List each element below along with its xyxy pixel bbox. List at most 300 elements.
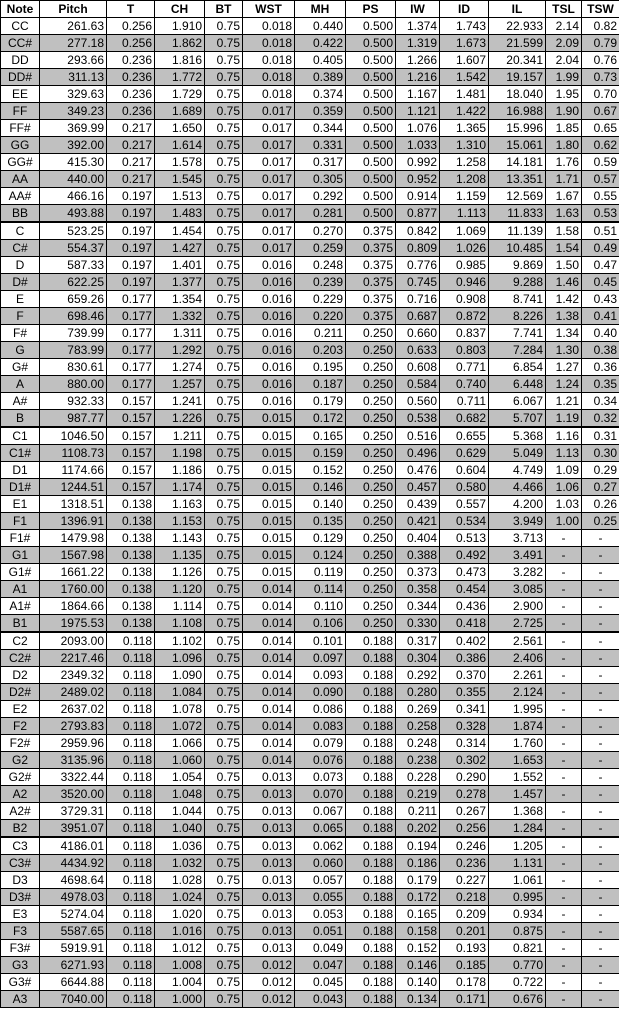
cell-t: 0.157 xyxy=(107,462,155,479)
cell-id: 0.740 xyxy=(440,376,489,393)
cell-tsw: 0.79 xyxy=(582,35,619,52)
cell-pitch: 3135.96 xyxy=(40,752,107,769)
cell-t: 0.118 xyxy=(107,752,155,769)
cell-tsw: - xyxy=(582,957,619,974)
cell-ch: 1.614 xyxy=(155,137,205,154)
cell-il: 2.725 xyxy=(489,615,546,633)
cell-mh: 0.405 xyxy=(295,52,346,69)
cell-tsw: 0.57 xyxy=(582,171,619,188)
cell-note: G2 xyxy=(1,752,40,769)
cell-wst: 0.014 xyxy=(243,615,295,633)
cell-mh: 0.079 xyxy=(295,735,346,752)
cell-iw: 0.211 xyxy=(396,803,440,820)
cell-tsl: - xyxy=(546,547,582,564)
cell-ps: 0.188 xyxy=(346,957,396,974)
cell-bt: 0.75 xyxy=(205,393,243,410)
cell-pitch: 3951.07 xyxy=(40,820,107,838)
cell-note: D1# xyxy=(1,479,40,496)
cell-mh: 0.152 xyxy=(295,462,346,479)
cell-pitch: 739.99 xyxy=(40,325,107,342)
cell-tsl: 1.06 xyxy=(546,479,582,496)
cell-pitch: 1760.00 xyxy=(40,581,107,598)
cell-id: 1.026 xyxy=(440,240,489,257)
cell-iw: 0.172 xyxy=(396,889,440,906)
header-row xyxy=(1,1,619,18)
cell-tsl: 1.27 xyxy=(546,359,582,376)
cell-tsw: 0.65 xyxy=(582,120,619,137)
cell-pitch: 2217.46 xyxy=(40,650,107,667)
cell-note: C3 xyxy=(1,837,40,855)
cell-wst: 0.016 xyxy=(243,274,295,291)
cell-note: CC xyxy=(1,18,40,35)
cell-tsw: 0.36 xyxy=(582,359,619,376)
cell-iw: 0.258 xyxy=(396,718,440,735)
cell-ps: 0.188 xyxy=(346,923,396,940)
cell-tsl: - xyxy=(546,820,582,838)
cell-t: 0.217 xyxy=(107,154,155,171)
cell-t: 0.157 xyxy=(107,445,155,462)
cell-note: A# xyxy=(1,393,40,410)
table-row xyxy=(1,18,619,35)
cell-wst: 0.016 xyxy=(243,291,295,308)
cell-mh: 0.053 xyxy=(295,906,346,923)
cell-mh: 0.359 xyxy=(295,103,346,120)
cell-wst: 0.013 xyxy=(243,923,295,940)
cell-id: 1.481 xyxy=(440,86,489,103)
cell-il: 1.995 xyxy=(489,701,546,718)
cell-mh: 0.049 xyxy=(295,940,346,957)
table-row xyxy=(1,837,619,855)
cell-il: 3.491 xyxy=(489,547,546,564)
cell-ps: 0.375 xyxy=(346,240,396,257)
cell-ch: 1.274 xyxy=(155,359,205,376)
cell-note: G# xyxy=(1,359,40,376)
cell-il: 3.282 xyxy=(489,564,546,581)
cell-ps: 0.188 xyxy=(346,803,396,820)
cell-ch: 1.174 xyxy=(155,479,205,496)
cell-ch: 1.066 xyxy=(155,735,205,752)
cell-tsw: - xyxy=(582,889,619,906)
cell-id: 1.422 xyxy=(440,103,489,120)
cell-wst: 0.013 xyxy=(243,769,295,786)
cell-pitch: 293.66 xyxy=(40,52,107,69)
cell-ch: 1.072 xyxy=(155,718,205,735)
cell-tsl: 1.76 xyxy=(546,154,582,171)
cell-pitch: 2959.96 xyxy=(40,735,107,752)
cell-note: E2 xyxy=(1,701,40,718)
cell-iw: 0.457 xyxy=(396,479,440,496)
cell-ps: 0.188 xyxy=(346,701,396,718)
cell-id: 0.534 xyxy=(440,513,489,530)
column-header-iw: IW xyxy=(396,1,440,18)
cell-ps: 0.500 xyxy=(346,103,396,120)
cell-il: 12.569 xyxy=(489,188,546,205)
cell-tsw: - xyxy=(582,650,619,667)
cell-iw: 0.158 xyxy=(396,923,440,940)
cell-ps: 0.500 xyxy=(346,69,396,86)
cell-ps: 0.250 xyxy=(346,359,396,376)
cell-mh: 0.057 xyxy=(295,872,346,889)
cell-ch: 1.153 xyxy=(155,513,205,530)
cell-ps: 0.500 xyxy=(346,18,396,35)
cell-bt: 0.75 xyxy=(205,137,243,154)
cell-bt: 0.75 xyxy=(205,786,243,803)
column-header-pitch: Pitch xyxy=(40,1,107,18)
table-row xyxy=(1,308,619,325)
table-row xyxy=(1,632,619,650)
cell-il: 20.341 xyxy=(489,52,546,69)
cell-bt: 0.75 xyxy=(205,906,243,923)
cell-iw: 0.292 xyxy=(396,667,440,684)
cell-il: 7.284 xyxy=(489,342,546,359)
cell-iw: 0.186 xyxy=(396,855,440,872)
cell-t: 0.118 xyxy=(107,820,155,838)
cell-ch: 1.578 xyxy=(155,154,205,171)
column-header-ch: CH xyxy=(155,1,205,18)
cell-tsl: - xyxy=(546,598,582,615)
table-row xyxy=(1,120,619,137)
cell-il: 16.988 xyxy=(489,103,546,120)
cell-ch: 1.012 xyxy=(155,940,205,957)
cell-id: 0.682 xyxy=(440,410,489,428)
cell-tsl: 1.38 xyxy=(546,308,582,325)
cell-note: FF# xyxy=(1,120,40,137)
cell-note: D xyxy=(1,257,40,274)
cell-mh: 0.124 xyxy=(295,547,346,564)
cell-note: A2# xyxy=(1,803,40,820)
cell-il: 0.770 xyxy=(489,957,546,974)
cell-ch: 1.036 xyxy=(155,837,205,855)
cell-ch: 1.054 xyxy=(155,769,205,786)
cell-ch: 1.108 xyxy=(155,615,205,633)
cell-pitch: 830.61 xyxy=(40,359,107,376)
cell-il: 3.713 xyxy=(489,530,546,547)
cell-ps: 0.250 xyxy=(346,564,396,581)
cell-note: B2 xyxy=(1,820,40,838)
cell-pitch: 1244.51 xyxy=(40,479,107,496)
cell-tsw: - xyxy=(582,837,619,855)
table-row xyxy=(1,872,619,889)
cell-wst: 0.014 xyxy=(243,581,295,598)
cell-id: 0.803 xyxy=(440,342,489,359)
cell-mh: 0.374 xyxy=(295,86,346,103)
cell-ps: 0.250 xyxy=(346,581,396,598)
cell-ch: 1.016 xyxy=(155,923,205,940)
cell-iw: 0.194 xyxy=(396,837,440,855)
cell-bt: 0.75 xyxy=(205,530,243,547)
cell-t: 0.118 xyxy=(107,769,155,786)
cell-ps: 0.500 xyxy=(346,120,396,137)
table-row xyxy=(1,991,619,1008)
cell-il: 6.854 xyxy=(489,359,546,376)
table-row xyxy=(1,974,619,991)
table-row xyxy=(1,479,619,496)
cell-id: 0.604 xyxy=(440,462,489,479)
cell-note: BB xyxy=(1,205,40,223)
cell-il: 2.261 xyxy=(489,667,546,684)
cell-iw: 0.716 xyxy=(396,291,440,308)
cell-iw: 1.076 xyxy=(396,120,440,137)
cell-mh: 0.146 xyxy=(295,479,346,496)
cell-wst: 0.017 xyxy=(243,137,295,154)
cell-tsl: 1.03 xyxy=(546,496,582,513)
cell-tsl: - xyxy=(546,564,582,581)
cell-ch: 1.024 xyxy=(155,889,205,906)
cell-id: 1.113 xyxy=(440,205,489,223)
cell-ps: 0.188 xyxy=(346,889,396,906)
cell-bt: 0.75 xyxy=(205,325,243,342)
cell-wst: 0.017 xyxy=(243,103,295,120)
cell-tsl: 1.21 xyxy=(546,393,582,410)
cell-mh: 0.344 xyxy=(295,120,346,137)
cell-pitch: 493.88 xyxy=(40,205,107,223)
cell-pitch: 554.37 xyxy=(40,240,107,257)
cell-wst: 0.014 xyxy=(243,684,295,701)
cell-t: 0.138 xyxy=(107,598,155,615)
cell-mh: 0.305 xyxy=(295,171,346,188)
cell-bt: 0.75 xyxy=(205,650,243,667)
cell-pitch: 5274.04 xyxy=(40,906,107,923)
cell-wst: 0.015 xyxy=(243,410,295,428)
cell-tsw: - xyxy=(582,581,619,598)
cell-tsw: 0.34 xyxy=(582,393,619,410)
cell-tsl: 1.19 xyxy=(546,410,582,428)
column-header-id: ID xyxy=(440,1,489,18)
table-row xyxy=(1,410,619,428)
cell-mh: 0.097 xyxy=(295,650,346,667)
cell-note: D1 xyxy=(1,462,40,479)
cell-ps: 0.500 xyxy=(346,171,396,188)
cell-iw: 0.404 xyxy=(396,530,440,547)
cell-wst: 0.014 xyxy=(243,735,295,752)
cell-t: 0.177 xyxy=(107,376,155,393)
cell-iw: 0.344 xyxy=(396,598,440,615)
cell-id: 0.193 xyxy=(440,940,489,957)
cell-tsl: 1.13 xyxy=(546,445,582,462)
cell-il: 1.653 xyxy=(489,752,546,769)
cell-mh: 0.159 xyxy=(295,445,346,462)
cell-note: F# xyxy=(1,325,40,342)
table-row xyxy=(1,393,619,410)
cell-mh: 0.045 xyxy=(295,974,346,991)
table-row xyxy=(1,154,619,171)
column-header-bt: BT xyxy=(205,1,243,18)
cell-note: A xyxy=(1,376,40,393)
cell-il: 1.131 xyxy=(489,855,546,872)
cell-ch: 1.186 xyxy=(155,462,205,479)
cell-tsw: - xyxy=(582,667,619,684)
cell-tsw: - xyxy=(582,769,619,786)
cell-pitch: 622.25 xyxy=(40,274,107,291)
cell-wst: 0.018 xyxy=(243,69,295,86)
cell-tsw: - xyxy=(582,615,619,633)
cell-ps: 0.250 xyxy=(346,427,396,445)
cell-bt: 0.75 xyxy=(205,615,243,633)
cell-t: 0.118 xyxy=(107,855,155,872)
cell-tsl: - xyxy=(546,803,582,820)
cell-ps: 0.375 xyxy=(346,291,396,308)
cell-id: 0.341 xyxy=(440,701,489,718)
cell-t: 0.138 xyxy=(107,530,155,547)
table-row xyxy=(1,325,619,342)
cell-pitch: 2489.02 xyxy=(40,684,107,701)
cell-iw: 0.745 xyxy=(396,274,440,291)
cell-pitch: 4978.03 xyxy=(40,889,107,906)
cell-mh: 0.281 xyxy=(295,205,346,223)
cell-bt: 0.75 xyxy=(205,837,243,855)
cell-tsl: 1.46 xyxy=(546,274,582,291)
cell-iw: 0.219 xyxy=(396,786,440,803)
cell-id: 0.436 xyxy=(440,598,489,615)
cell-ch: 1.513 xyxy=(155,188,205,205)
cell-mh: 0.331 xyxy=(295,137,346,154)
cell-ch: 1.198 xyxy=(155,445,205,462)
cell-tsw: - xyxy=(582,906,619,923)
cell-t: 0.118 xyxy=(107,837,155,855)
cell-wst: 0.012 xyxy=(243,957,295,974)
cell-pitch: 4434.92 xyxy=(40,855,107,872)
table-row xyxy=(1,564,619,581)
cell-bt: 0.75 xyxy=(205,376,243,393)
cell-note: F2 xyxy=(1,718,40,735)
cell-bt: 0.75 xyxy=(205,445,243,462)
cell-ch: 1.257 xyxy=(155,376,205,393)
cell-id: 0.837 xyxy=(440,325,489,342)
cell-mh: 0.070 xyxy=(295,786,346,803)
cell-note: D2# xyxy=(1,684,40,701)
cell-note: B1 xyxy=(1,615,40,633)
cell-iw: 0.140 xyxy=(396,974,440,991)
cell-tsl: 1.42 xyxy=(546,291,582,308)
cell-tsw: 0.27 xyxy=(582,479,619,496)
cell-tsw: - xyxy=(582,872,619,889)
cell-mh: 0.187 xyxy=(295,376,346,393)
cell-wst: 0.014 xyxy=(243,598,295,615)
cell-iw: 0.842 xyxy=(396,222,440,240)
cell-ps: 0.250 xyxy=(346,393,396,410)
cell-il: 0.995 xyxy=(489,889,546,906)
cell-t: 0.118 xyxy=(107,667,155,684)
cell-iw: 0.439 xyxy=(396,496,440,513)
cell-t: 0.118 xyxy=(107,923,155,940)
cell-tsw: - xyxy=(582,940,619,957)
cell-iw: 0.992 xyxy=(396,154,440,171)
cell-note: D2 xyxy=(1,667,40,684)
cell-mh: 0.114 xyxy=(295,581,346,598)
cell-bt: 0.75 xyxy=(205,855,243,872)
table-body xyxy=(1,18,619,1008)
cell-wst: 0.014 xyxy=(243,667,295,684)
cell-bt: 0.75 xyxy=(205,359,243,376)
cell-ps: 0.250 xyxy=(346,479,396,496)
cell-ch: 1.862 xyxy=(155,35,205,52)
cell-iw: 0.516 xyxy=(396,427,440,445)
cell-il: 15.061 xyxy=(489,137,546,154)
cell-tsl: - xyxy=(546,735,582,752)
cell-tsw: - xyxy=(582,684,619,701)
cell-wst: 0.015 xyxy=(243,496,295,513)
cell-il: 4.200 xyxy=(489,496,546,513)
cell-iw: 0.280 xyxy=(396,684,440,701)
cell-tsl: - xyxy=(546,718,582,735)
cell-il: 1.368 xyxy=(489,803,546,820)
cell-note: DD# xyxy=(1,69,40,86)
cell-tsw: 0.25 xyxy=(582,513,619,530)
table-row xyxy=(1,701,619,718)
cell-ps: 0.500 xyxy=(346,137,396,154)
cell-ch: 1.008 xyxy=(155,957,205,974)
cell-id: 0.201 xyxy=(440,923,489,940)
cell-iw: 0.952 xyxy=(396,171,440,188)
cell-ps: 0.188 xyxy=(346,667,396,684)
cell-note: AA xyxy=(1,171,40,188)
cell-id: 0.771 xyxy=(440,359,489,376)
cell-bt: 0.75 xyxy=(205,496,243,513)
cell-note: C# xyxy=(1,240,40,257)
cell-note: EE xyxy=(1,86,40,103)
column-header-t: T xyxy=(107,1,155,18)
cell-iw: 0.373 xyxy=(396,564,440,581)
cell-iw: 1.374 xyxy=(396,18,440,35)
cell-il: 7.741 xyxy=(489,325,546,342)
cell-wst: 0.017 xyxy=(243,120,295,137)
cell-tsl: 1.95 xyxy=(546,86,582,103)
cell-tsl: - xyxy=(546,837,582,855)
cell-wst: 0.016 xyxy=(243,342,295,359)
cell-wst: 0.014 xyxy=(243,650,295,667)
cell-il: 5.049 xyxy=(489,445,546,462)
cell-ch: 1.102 xyxy=(155,632,205,650)
cell-tsw: - xyxy=(582,735,619,752)
cell-bt: 0.75 xyxy=(205,872,243,889)
cell-bt: 0.75 xyxy=(205,240,243,257)
cell-note: F3# xyxy=(1,940,40,957)
cell-pitch: 1108.73 xyxy=(40,445,107,462)
cell-note: G xyxy=(1,342,40,359)
cell-t: 0.118 xyxy=(107,991,155,1008)
cell-il: 5.368 xyxy=(489,427,546,445)
cell-pitch: 5587.65 xyxy=(40,923,107,940)
cell-pitch: 349.23 xyxy=(40,103,107,120)
cell-wst: 0.015 xyxy=(243,445,295,462)
cell-ps: 0.250 xyxy=(346,462,396,479)
cell-bt: 0.75 xyxy=(205,923,243,940)
cell-tsw: 0.70 xyxy=(582,86,619,103)
cell-id: 1.607 xyxy=(440,52,489,69)
cell-wst: 0.012 xyxy=(243,991,295,1008)
cell-ps: 0.250 xyxy=(346,513,396,530)
cell-ch: 1.354 xyxy=(155,291,205,308)
cell-tsl: - xyxy=(546,701,582,718)
cell-note: C xyxy=(1,222,40,240)
cell-mh: 0.165 xyxy=(295,427,346,445)
cell-bt: 0.75 xyxy=(205,427,243,445)
cell-wst: 0.013 xyxy=(243,906,295,923)
cell-pitch: 3322.44 xyxy=(40,769,107,786)
cell-note: B xyxy=(1,410,40,428)
cell-tsl: - xyxy=(546,615,582,633)
cell-tsw: 0.82 xyxy=(582,18,619,35)
table-row xyxy=(1,752,619,769)
cell-t: 0.118 xyxy=(107,718,155,735)
cell-mh: 0.195 xyxy=(295,359,346,376)
cell-pitch: 7040.00 xyxy=(40,991,107,1008)
cell-tsl: 1.90 xyxy=(546,103,582,120)
cell-ch: 1.114 xyxy=(155,598,205,615)
cell-tsw: 0.59 xyxy=(582,154,619,171)
cell-pitch: 1396.91 xyxy=(40,513,107,530)
column-header-note: Note xyxy=(1,1,40,18)
